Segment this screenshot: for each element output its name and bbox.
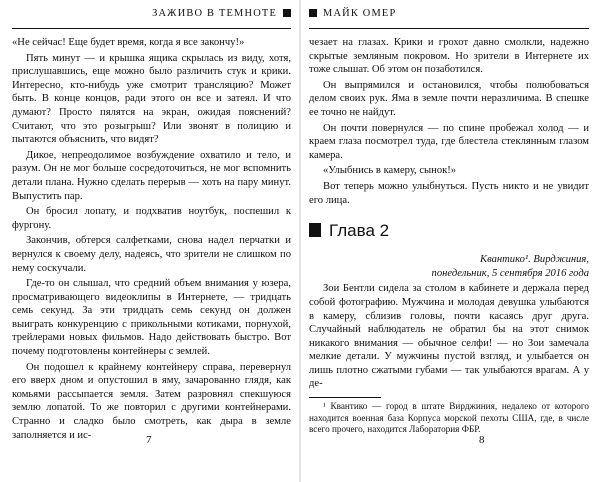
running-head-square-icon xyxy=(283,9,291,17)
left-text-block xyxy=(12,36,291,444)
paragraph: Зои Бентли сидела за столом в кабинете и держала перед собой фотографию. Мужчина и молодая девушка улыбаются в камеру, сблизив головы, почти касаясь друг друга. Случайный наблюдатель не обратил бы на этот снимок никакого внимания — обычное селфи! — но Зои замечала мелкие детали. У мужчины пустой взгляд, и улыбается он лишь плотно сжатыми губами — так улыбаются врагам. А у де- xyxy=(309,283,589,390)
paragraph: Дикое, непреодолимое возбуждение охватило и тело, и разум. Он не мог больше сосредоточиться, не мог вспомнить детали плана. Нужно сделать перерыв — хоть на пару минут. Выпустить пар. xyxy=(12,149,291,202)
running-head-square-icon xyxy=(309,9,317,17)
paragraph: Он подошел к крайнему контейнеру справа, перевернул его вверх дном и опустошил в яму, зачарованно глядя, как комьями рассыпается земля. Затем разровнял спекшуюся землю лопатой. То же повторил с другими контейнерами. Странно и сладко было смотреть, как дыра в земле заполняется и ис- xyxy=(12,361,291,441)
paragraph: Он бросил лопату, и подхватив ноутбук, поспешил к фургону. xyxy=(12,206,291,231)
chapter-heading xyxy=(309,221,589,241)
chapter-place: Квантико¹. Вирджиния, xyxy=(480,254,589,266)
page-number: 8 xyxy=(479,434,485,446)
chapter-date: понедельник, 5 сентября 2016 года xyxy=(431,267,589,279)
paragraph: Закончив, обтерся салфетками, снова надел перчатки и вернулся к своему делу, надеясь, что зрители не слишком по нему соскучали. xyxy=(12,235,291,274)
paragraph: «Не сейчас! Еще будет время, когда я все закончу!» xyxy=(12,37,245,48)
running-head-right xyxy=(309,7,589,29)
right-text-block xyxy=(309,36,589,438)
running-head-left xyxy=(12,7,291,29)
paragraph: Вот теперь можно улыбнуться. Пусть никто и не увидит его лица. xyxy=(309,180,589,206)
page-number: 7 xyxy=(146,434,152,446)
paragraph: Он выпрямился и остановился, чтобы полюбоваться делом своих рук. Яма в земле почти неразличима. В спешке ее точно не найдут. xyxy=(309,79,589,118)
paragraph: чезает на глазах. Крики и грохот давно смолкли, надежно скрытые земляным покровом. Но зрители в Интернете их тоже слышат. Об этом он позаботился. xyxy=(309,37,589,76)
left-page xyxy=(0,0,299,482)
chapter-square-icon xyxy=(309,223,321,237)
paragraph: Пять минут — и крышка ящика скрылась из виду, хотя, прислушавшись, еще можно было различить стук и крики. Интересно, кто-нибудь уже смотрит трансляцию? Может быть. В конце концов, ради этого он все и затеял. И что думают? Просто пялятся на экран, ожидая пояснений? Считают, что это розыгрыш? Или звонят в полицию и пытаются объяснить, что видят? xyxy=(12,52,291,146)
footnote: ¹ Квантико — город в штате Вирджиния, недалеко от которого находится военная база Корпуса морской пехоты США, где, в числе всего прочего, находится Лаборатория ФБР. xyxy=(309,401,589,435)
footnote-divider xyxy=(309,397,381,398)
paragraph: «Улыбнись в камеру, сынок!» xyxy=(323,165,457,177)
running-head-author: МАЙК ОМЕР xyxy=(323,8,397,19)
chapter-place-date xyxy=(309,253,589,280)
right-page xyxy=(301,0,600,482)
running-head-title: ЗАЖИВО В ТЕМНОТЕ xyxy=(152,8,277,19)
chapter-title: Глава 2 xyxy=(329,221,390,241)
paragraph: Где-то он слышал, что средний объем внимания у юзера, просматривающего видеоклипы в Интернете, — тридцать семь секунд. За эти тридцать семь секунд он должен выиграть конкуренцию с прикольными котиками, порнухой, трейлерами новых фильмов. Надо действовать быстро. Вот почему подготовлены контейнеры с землей. xyxy=(12,278,291,358)
paragraph: Он почти повернулся — по спине пробежал холод — и краем глаза посмотрел туда, где блестела стеклянным глазом камера. xyxy=(309,122,589,161)
